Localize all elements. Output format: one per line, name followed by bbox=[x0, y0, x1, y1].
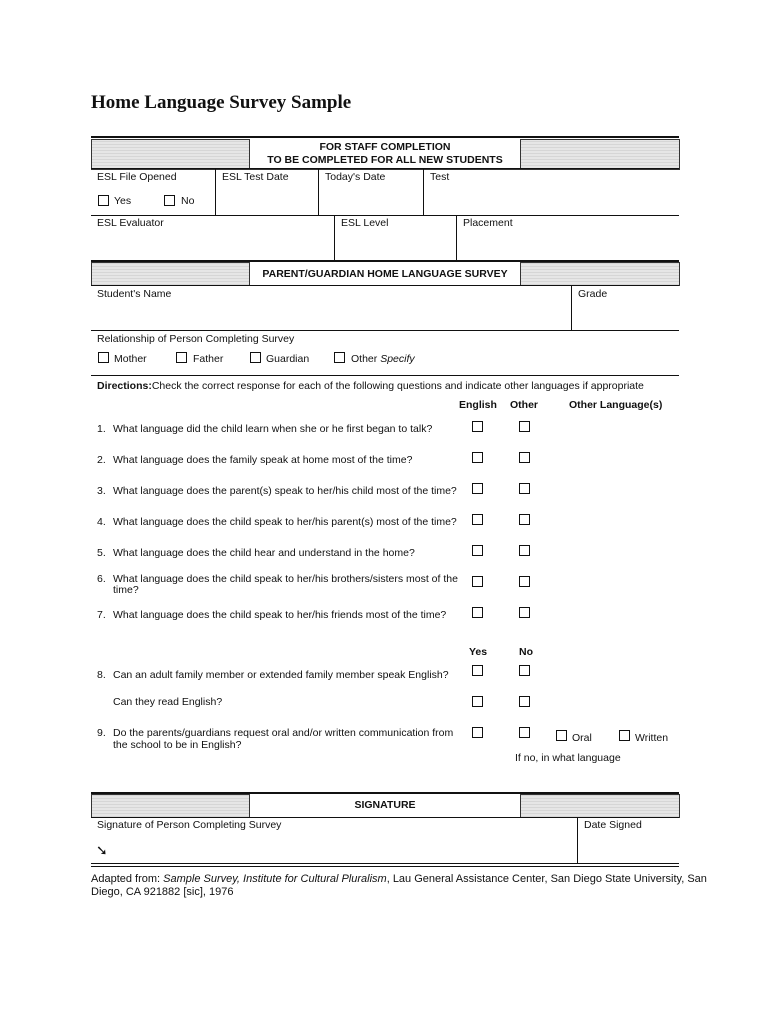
footer-adapted: Adapted from: bbox=[91, 873, 164, 885]
staff-divider bbox=[334, 215, 335, 260]
q3-other-checkbox[interactable] bbox=[519, 483, 530, 494]
staff-header-rule bbox=[91, 168, 679, 169]
todays-date-label: Today's Date bbox=[325, 171, 386, 183]
father-label: Father bbox=[193, 353, 224, 365]
q6-other-checkbox[interactable] bbox=[519, 576, 530, 587]
relationship-label: Relationship of Person Completing Survey bbox=[97, 333, 295, 345]
question-8-num: 8. bbox=[97, 669, 106, 681]
staff-divider bbox=[456, 215, 457, 260]
col-other-languages: Other Language(s) bbox=[569, 399, 663, 411]
question-6-text: What language does the child speak to her/his brothers/sisters most of the bbox=[113, 573, 458, 585]
father-checkbox[interactable] bbox=[176, 352, 187, 363]
q7-other-checkbox[interactable] bbox=[519, 607, 530, 618]
question-2-text: What language does the family speak at home most of the time? bbox=[113, 454, 413, 466]
other-checkbox[interactable] bbox=[334, 352, 345, 363]
question-6-num: 6. bbox=[97, 573, 106, 585]
esl-file-no-checkbox[interactable] bbox=[164, 195, 175, 206]
name-row-rule bbox=[91, 330, 679, 331]
other-label: Other bbox=[351, 353, 378, 365]
staff-divider bbox=[215, 168, 216, 215]
staff-header-line1: FOR STAFF COMPLETION bbox=[319, 141, 451, 153]
date-signed-label: Date Signed bbox=[584, 819, 642, 831]
staff-row-rule bbox=[91, 215, 679, 216]
question-2-num: 2. bbox=[97, 454, 106, 466]
question-5-text: What language does the child hear and understand in the home? bbox=[113, 547, 415, 559]
esl-file-opened-label: ESL File Opened bbox=[97, 171, 177, 183]
col-english: English bbox=[459, 399, 497, 411]
q6-english-checkbox[interactable] bbox=[472, 576, 483, 587]
parent-header: PARENT/GUARDIAN HOME LANGUAGE SURVEY bbox=[262, 268, 508, 280]
guardian-checkbox[interactable] bbox=[250, 352, 261, 363]
question-5-num: 5. bbox=[97, 547, 106, 559]
esl-file-no-label: No bbox=[181, 195, 195, 207]
q2-other-checkbox[interactable] bbox=[519, 452, 530, 463]
signature-header: SIGNATURE bbox=[354, 799, 416, 811]
written-label: Written bbox=[635, 732, 669, 744]
q1-other-checkbox[interactable] bbox=[519, 421, 530, 432]
page-title: Home Language Survey Sample bbox=[91, 92, 352, 113]
mother-label: Mother bbox=[114, 353, 147, 365]
q1-english-checkbox[interactable] bbox=[472, 421, 483, 432]
q5-other-checkbox[interactable] bbox=[519, 545, 530, 556]
footer-rest: , Lau General Assistance Center, San Diego State University, San bbox=[386, 873, 707, 885]
q8b-no-checkbox[interactable] bbox=[519, 696, 530, 707]
q8-no-checkbox[interactable] bbox=[519, 665, 530, 676]
students-name-label: Student's Name bbox=[97, 288, 172, 300]
q4-other-checkbox[interactable] bbox=[519, 514, 530, 525]
signature-label: Signature of Person Completing Survey bbox=[97, 819, 282, 831]
question-3-text: What language does the parent(s) speak to her/his child most of the time? bbox=[113, 485, 457, 497]
signature-arrow-icon: ➘ bbox=[96, 842, 108, 858]
question-9-num: 9. bbox=[97, 727, 106, 739]
question-8-text: Can an adult family member or extended family member speak English? bbox=[113, 669, 449, 681]
directions-label: Directions: bbox=[97, 380, 152, 392]
question-1-text: What language did the child learn when she or he first began to talk? bbox=[113, 423, 433, 435]
question-4-num: 4. bbox=[97, 516, 106, 528]
esl-test-date-label: ESL Test Date bbox=[222, 171, 289, 183]
q2-english-checkbox[interactable] bbox=[472, 452, 483, 463]
grade-divider bbox=[571, 285, 572, 330]
written-checkbox[interactable] bbox=[619, 730, 630, 741]
date-divider bbox=[577, 817, 578, 863]
guardian-label: Guardian bbox=[266, 353, 310, 365]
question-3-num: 3. bbox=[97, 485, 106, 497]
placement-label: Placement bbox=[463, 217, 513, 229]
esl-evaluator-label: ESL Evaluator bbox=[97, 217, 164, 229]
question-6-text-cont: time? bbox=[113, 584, 139, 596]
staff-header-line2: TO BE COMPLETED FOR ALL NEW STUDENTS bbox=[267, 154, 503, 166]
question-7-text: What language does the child speak to her/his friends most of the time? bbox=[113, 609, 447, 621]
q7-english-checkbox[interactable] bbox=[472, 607, 483, 618]
oral-label: Oral bbox=[572, 732, 592, 744]
parent-header-rule bbox=[91, 285, 679, 286]
other-specify-label bbox=[351, 353, 415, 365]
q8-yes-checkbox[interactable] bbox=[472, 665, 483, 676]
signature-bottom-rule-2 bbox=[91, 866, 679, 867]
footer-line2: Diego, CA 921882 [sic], 1976 bbox=[91, 886, 234, 898]
col-yes: Yes bbox=[469, 646, 488, 658]
if-no-label: If no, in what language bbox=[515, 752, 621, 764]
esl-file-yes-label: Yes bbox=[114, 195, 132, 207]
question-7-num: 7. bbox=[97, 609, 106, 621]
q9-yes-checkbox[interactable] bbox=[472, 727, 483, 738]
q9-no-checkbox[interactable] bbox=[519, 727, 530, 738]
footer-source: Sample Survey, Institute for Cultural Pluralism bbox=[163, 873, 387, 885]
question-4-text: What language does the child speak to her/his parent(s) most of the time? bbox=[113, 516, 457, 528]
directions-text: Check the correct response for each of the following questions and indicate other languages if appropriate bbox=[151, 380, 644, 392]
col-no: No bbox=[519, 646, 533, 658]
question-9-text-cont: the school to be in English? bbox=[113, 739, 242, 751]
question-9-text: Do the parents/guardians request oral and/or written communication from bbox=[113, 727, 454, 739]
grade-label: Grade bbox=[578, 288, 608, 300]
q5-english-checkbox[interactable] bbox=[472, 545, 483, 556]
directions bbox=[97, 380, 644, 392]
esl-level-label: ESL Level bbox=[341, 217, 389, 229]
relationship-rule bbox=[91, 375, 679, 376]
specify-label: Specify bbox=[380, 353, 415, 365]
signature-bottom-rule bbox=[91, 863, 679, 864]
q3-english-checkbox[interactable] bbox=[472, 483, 483, 494]
staff-divider bbox=[318, 168, 319, 215]
esl-file-yes-checkbox[interactable] bbox=[98, 195, 109, 206]
mother-checkbox[interactable] bbox=[98, 352, 109, 363]
question-8b-text: Can they read English? bbox=[113, 696, 223, 708]
staff-divider bbox=[423, 168, 424, 215]
staff-top-rule bbox=[91, 136, 679, 138]
oral-checkbox[interactable] bbox=[556, 730, 567, 741]
question-1-num: 1. bbox=[97, 423, 106, 435]
signature-header-rule bbox=[91, 817, 679, 818]
q8b-yes-checkbox[interactable] bbox=[472, 696, 483, 707]
test-label: Test bbox=[430, 171, 450, 183]
col-other: Other bbox=[510, 399, 539, 411]
q4-english-checkbox[interactable] bbox=[472, 514, 483, 525]
footer-line1 bbox=[91, 873, 707, 885]
